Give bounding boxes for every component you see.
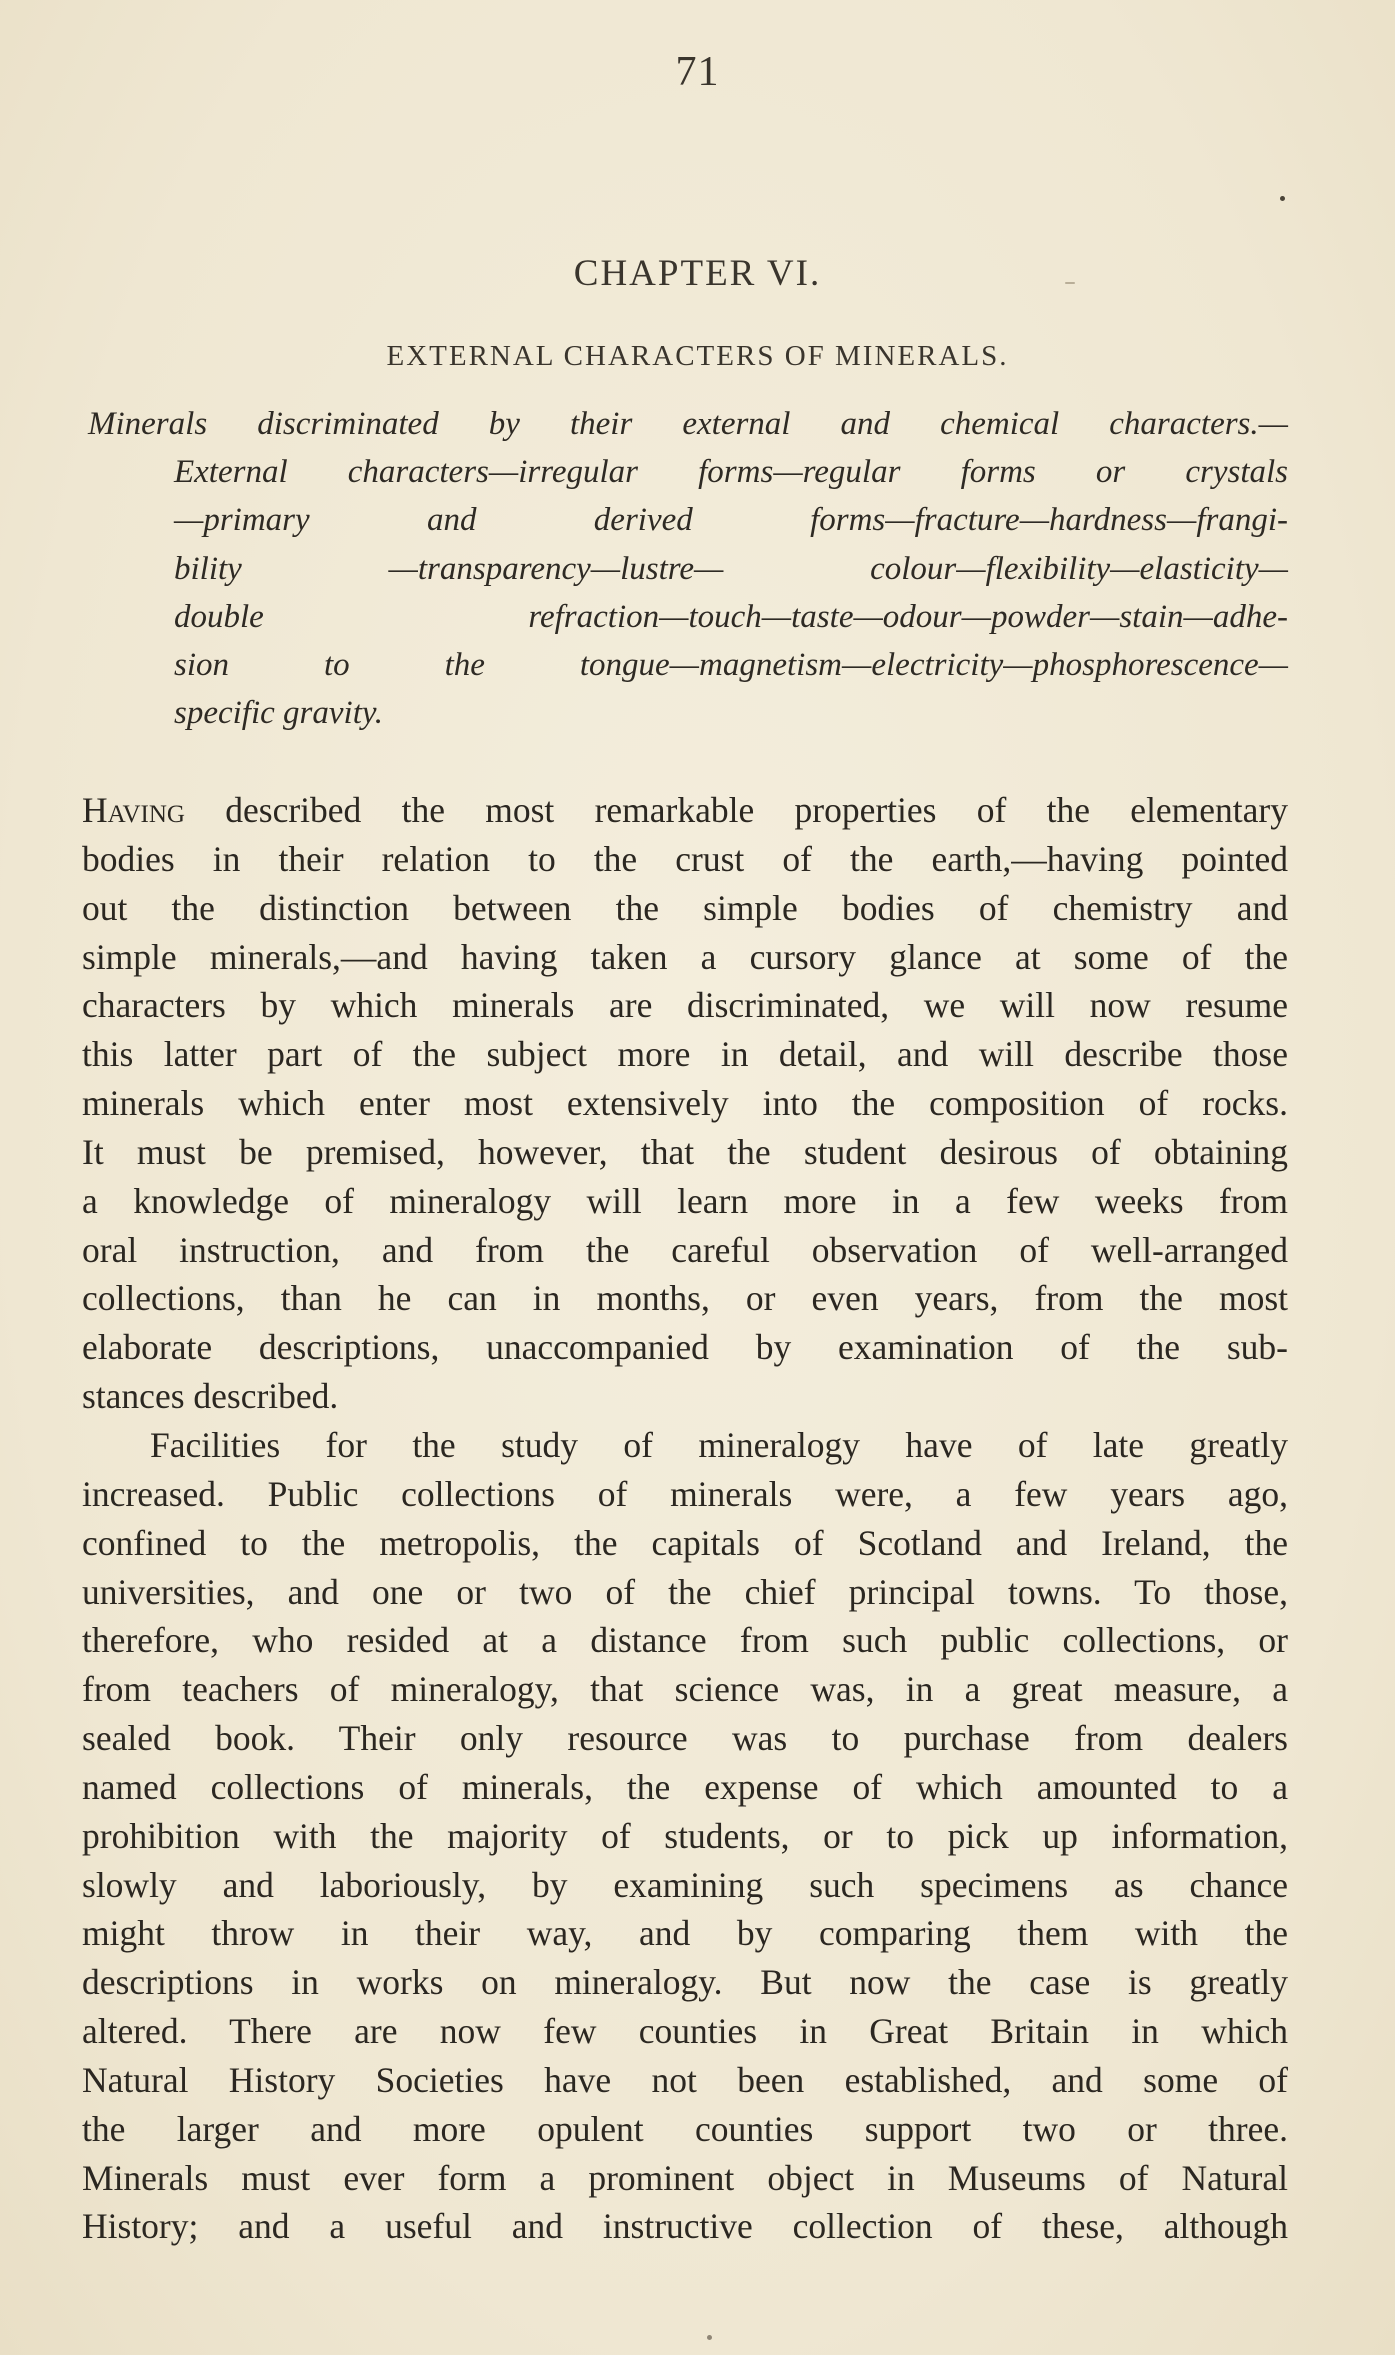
page-number: 71	[675, 49, 720, 95]
section-heading: EXTERNAL CHARACTERS OF MINERALS.	[386, 340, 1009, 372]
paragraph-line: universities, and one or two of the chief principal towns. To those,	[82, 1571, 1288, 1612]
summary-line: External characters—irregular forms—regular forms or crystals	[174, 454, 1288, 491]
paragraph-line: bodies in their relation to the crust of the earth,—having pointed	[82, 838, 1288, 879]
paragraph-line: collections, than he can in months, or even years, from the most	[82, 1278, 1288, 1319]
summary-line: —primary and derived forms—fracture—hardness—frangi-	[174, 502, 1288, 539]
paragraph-line	[82, 786, 1288, 835]
paragraph-line: the larger and more opulent counties support two or three.	[82, 2108, 1288, 2149]
summary-line: sion to the tongue—magnetism—electricity—phosphorescence—	[174, 647, 1288, 684]
paragraph-line: a knowledge of mineralogy will learn more in a few weeks from	[82, 1180, 1288, 1221]
paragraph-line: out the distinction between the simple bodies of chemistry and	[82, 887, 1288, 928]
paragraph-line: Minerals must ever form a prominent object in Museums of Natural	[82, 2157, 1288, 2198]
paragraph-line: prohibition with the majority of students, or to pick up information,	[82, 1815, 1288, 1856]
paragraph-line: simple minerals,—and having taken a cursory glance at some of the	[82, 936, 1288, 977]
paragraph-line: named collections of minerals, the expense of which amounted to a	[82, 1766, 1288, 1807]
paragraph-line: confined to the metropolis, the capitals of Scotland and Ireland, the	[82, 1522, 1288, 1563]
ink-speck	[1280, 196, 1285, 201]
paragraph-line: History; and a useful and instructive collection of these, although	[82, 2206, 1288, 2247]
paragraph-line: elaborate descriptions, unaccompanied by examination of the sub-	[82, 1327, 1288, 1368]
paragraph-line: slowly and laboriously, by examining such specimens as chance	[82, 1864, 1288, 1905]
paragraph-line: altered. There are now few counties in Great Britain in which	[82, 2011, 1288, 2052]
paragraph-line: stances described.	[82, 1376, 339, 1417]
body-text	[82, 786, 1288, 2251]
chapter-heading: CHAPTER VI.	[573, 253, 822, 294]
paragraph-line-text: described the most remarkable properties of the elementary	[184, 790, 1288, 830]
summary-line: double refraction—touch—taste—odour—powder—stain—adhe-	[174, 598, 1288, 635]
summary-line: bility —transparency—lustre— colour—flexibility—elasticity—	[174, 550, 1288, 587]
paragraph-line: characters by which minerals are discriminated, we will now resume	[82, 985, 1288, 1026]
paragraph-line: this latter part of the subject more in detail, and will describe those	[82, 1034, 1288, 1075]
paragraph-line: It must be premised, however, that the student desirous of obtaining	[82, 1131, 1288, 1172]
paragraph-line: oral instruction, and from the careful observation of well-arranged	[82, 1229, 1288, 1270]
lead-word: Having	[82, 790, 185, 830]
summary-line: specific gravity.	[174, 695, 383, 732]
paragraph-line: therefore, who resided at a distance from such public collections, or	[82, 1620, 1288, 1661]
paragraph-line: Facilities for the study of mineralogy have of late greatly	[150, 1424, 1288, 1465]
paragraph-line: from teachers of mineralogy, that science was, in a great measure, a	[82, 1669, 1288, 1710]
paragraph-line: might throw in their way, and by comparing them with the	[82, 1913, 1288, 1954]
paragraph-line: increased. Public collections of minerals were, a few years ago,	[82, 1473, 1288, 1514]
paragraph-line: descriptions in works on mineralogy. But now the case is greatly	[82, 1962, 1288, 2003]
paragraph-line: Natural History Societies have not been established, and some of	[82, 2059, 1288, 2100]
ink-speck	[707, 2335, 712, 2340]
paragraph-line: sealed book. Their only resource was to purchase from dealers	[82, 1718, 1288, 1759]
chapter-summary	[88, 400, 1288, 737]
summary-line: Minerals discriminated by their external and chemical characters.—	[88, 406, 1288, 442]
paragraph-line: minerals which enter most extensively into the composition of rocks.	[82, 1083, 1288, 1124]
